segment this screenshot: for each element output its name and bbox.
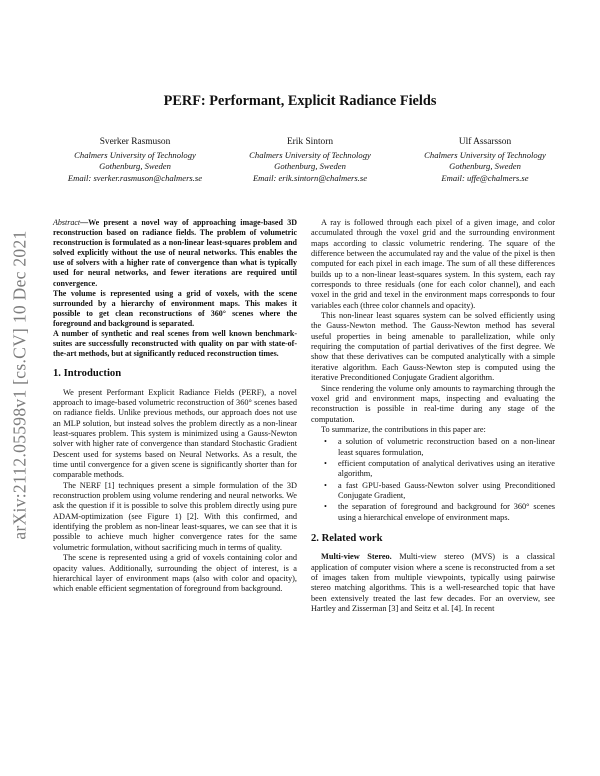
paper-title: PERF: Performant, Explicit Radiance Fields [163,93,437,109]
arxiv-identifier: arXiv:2112.05598v1 [cs.CV] 10 Dec 2021 [9,230,30,540]
author-location: Gothenburg, Sweden [99,161,171,172]
arxiv-watermark [6,185,34,585]
paragraph-run-in-heading: Multi-view Stereo. [321,552,392,562]
body-paragraph: Multi-view stereo (MVS) is a classical application of computer vision where a scene is reconstructed from a set of images taken from multiple viewpoints, typically using pairwise stereo matching algorithms. This is a well-researched topic that have been extensively treated the last few decades. For an overview, see Hartley and Zisserman [3] and Seitz et al. [4]. In recent [311,552,556,614]
author-block [50,137,570,184]
right-column [311,218,555,614]
abstract-paragraph: A number of synthetic and real scenes from well known benchmark-suites are successfully reconstructed with quality on par with state-of-the-art methods, but at significantly reduced reconstruction times. [53,329,297,359]
body-paragraph: Since rendering the volume only amounts to raymarching through the voxel grid and environment maps, inspecting and evaluating the reconstruction is possible in real-time during any stage of the computation. [311,383,555,424]
abstract-paragraph: The volume is represented using a grid of voxels, with the scene surrounded by a hierarchy of environment maps. This makes it possible to get clean reconstructions of 360° scenes where the foreground and background is separated. [53,288,297,328]
list-item: • a solution of volumetric reconstruction based on a non-linear least squares formulation, [338,437,555,458]
author-email: Email: uffe@chalmers.se [441,172,529,183]
abstract-label: Abstract [53,218,81,227]
body-paragraph: This non-linear least squares system can be solved efficiently using the Gauss-Newton method. The Gauss-Newton method has several useful properties in being amenable to parallelization, while only requiring the computation of partial derivatives of the first degree. We show that these derivatives can be computed analytically with a simple iterative algorithm. Each Gauss-Newton step is computed using the iterative Preconditioned Conjugate Gradient algorithm. [311,311,555,383]
author-affiliation: Chalmers University of Technology [249,150,371,161]
author-location: Gothenburg, Sweden [449,161,521,172]
list-item: • the separation of foreground and background for 360° scenes using a hierarchical envelope of environment maps. [338,502,555,523]
section-heading-related-work: 2. Related work [311,532,383,544]
author-name: Sverker Rasmuson [99,137,171,147]
list-item: • a fast GPU-based Gauss-Newton solver using Preconditioned Conjugate Gradient, [338,481,555,502]
author-location: Gothenburg, Sweden [274,161,346,172]
author-affiliation: Chalmers University of Technology [424,150,546,161]
body-paragraph: The scene is represented using a grid of voxels containing color and opacity values. Additionally, surrounding the object of interest, is a hierarchical layer of environment maps (also with color and opacity), which enable efficient segmentation of foreground from background. [53,553,297,594]
body-paragraph: A ray is followed through each pixel of a given image, and color accumulated through the voxel grid and the surrounding environment maps according to classic volumetric rendering. The square of the difference between the accumulated ray and the value of the pixel is then computed for each pixel in each image. The sum of all these differences builds up to a non-linear least-squares system. In this system, each ray corresponds to three residuals (one for each color channel), and each voxel in the grid and texel in the environment maps corresponds to four variables each (three color channels and opacity). [311,218,555,310]
author-1 [50,137,220,184]
abstract [53,218,297,359]
abstract-paragraph: —We present a novel way of approaching image-based 3D reconstruction based on radiance fields. The problem of volumetric reconstruction is formulated as a non-linear least-squares problem and solved explicitly without the use of neural networks. This enables the use of solvers with a higher rate of convergence than what is typically used for neural networks, and fewer iterations are required until convergence. [53,218,297,288]
left-column [53,218,297,595]
body-paragraph: To summarize, the contributions in this paper are: [321,424,486,434]
author-email: Email: erik.sintorn@chalmers.se [252,172,368,183]
author-3 [400,137,570,184]
body-paragraph: The NERF [1] techniques present a simple formulation of the 3D reconstruction problem using volume rendering and neural networks. We ask the question if it is possible to solve this problem directly using pure ADAM-optimization (see Figure 1) [2]. With this confirmed, and identifying the problem as non-linear least-squares, we can see that it is possible to achieve much higher convergence rates for the same volumetric formulation, without sacrificing much in terms of quality. [53,480,297,552]
list-item: • efficient computation of analytical derivatives using an iterative algorithm, [338,459,555,480]
author-email: Email: sverker.rasmuson@chalmers.se [67,172,203,183]
section-heading-introduction: 1. Introduction [53,368,122,380]
body-paragraph: We present Performant Explicit Radiance Fields (PERF), a novel approach to image-based volumetric reconstruction of 360° scenes based on radiance fields. Unlike previous methods, our approach does not use an MLP solution, but instead solves the problem directly as a non-linear least-squares problem. This system is minimized using a Gauss-Newton solver with higher rate of convergence than standard Stochastic Gradient Descent used for systems based on Neural Networks. As a result, the time until convergence for a given scene is significantly shorter than for comparable methods. [53,387,297,480]
author-2 [225,137,395,184]
contributions-list [311,437,555,523]
author-name: Ulf Assarsson [458,137,512,147]
author-name: Erik Sintorn [286,137,334,147]
author-affiliation: Chalmers University of Technology [74,150,196,161]
